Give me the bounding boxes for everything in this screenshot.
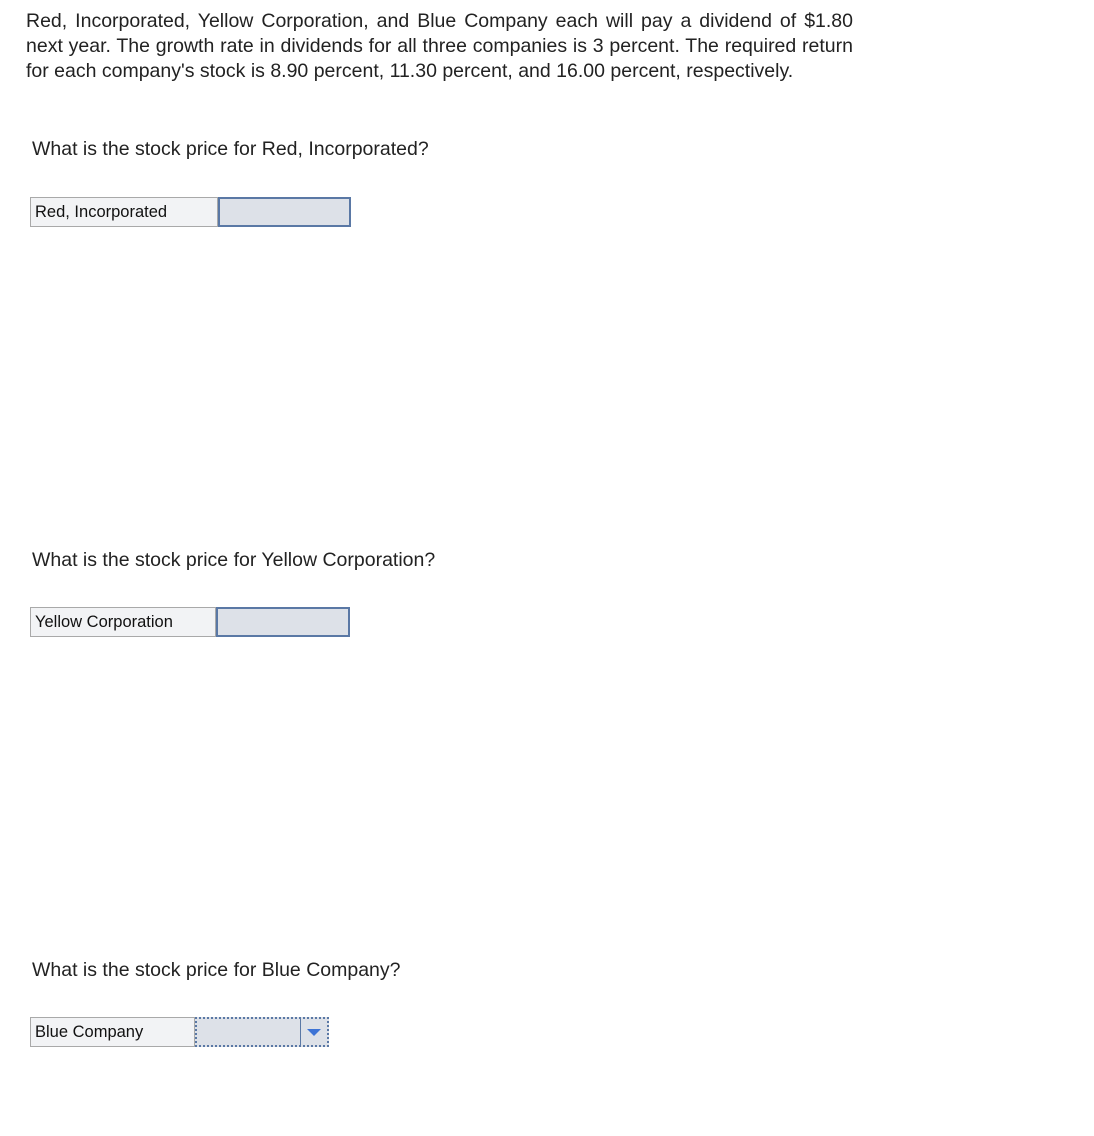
answer-row-blue <box>30 1017 329 1047</box>
answer-row-yellow <box>30 607 350 637</box>
question-red-prompt: What is the stock price for Red, Incorporated? <box>32 138 429 160</box>
chevron-down-icon <box>307 1029 321 1036</box>
blue-price-select[interactable] <box>195 1017 329 1047</box>
answer-row-red <box>30 197 351 227</box>
problem-statement: Red, Incorporated, Yellow Corporation, and Blue Company each will pay a dividend of $1.80 next year. The growth rate in dividends for all three companies is 3 percent. The required return for each company's stock is 8.90 percent, 11.30 percent, and 16.00 percent, respectively. <box>26 10 853 82</box>
dropdown-button[interactable] <box>300 1019 327 1045</box>
question-blue-prompt: What is the stock price for Blue Company? <box>32 959 401 981</box>
question-yellow-prompt: What is the stock price for Yellow Corporation? <box>32 549 436 571</box>
answer-label-yellow: Yellow Corporation <box>30 607 216 637</box>
answer-label-blue: Blue Company <box>30 1017 195 1047</box>
answer-label-red: Red, Incorporated <box>30 197 218 227</box>
yellow-price-input[interactable] <box>216 607 350 637</box>
red-price-input[interactable] <box>218 197 351 227</box>
